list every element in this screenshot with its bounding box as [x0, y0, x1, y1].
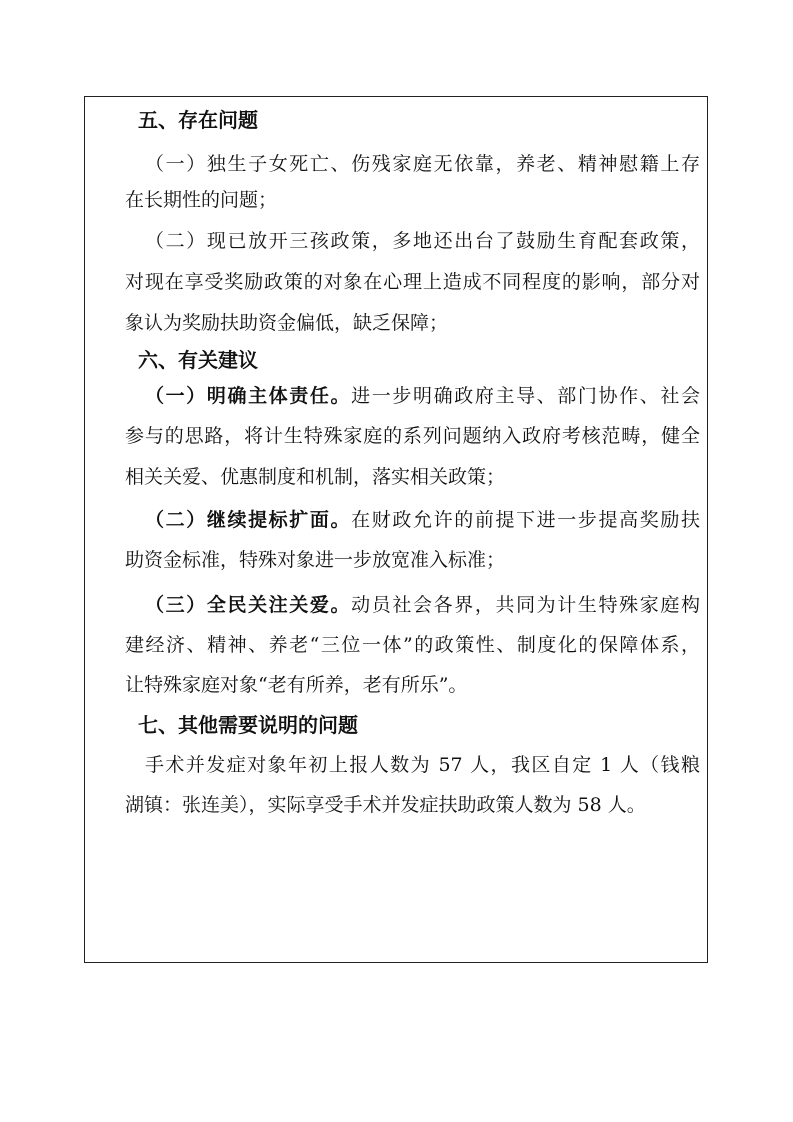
s7-line-1: 手术并发症对象年初上报人数为 57 人，我区自定 1 人（钱粮 — [145, 754, 700, 776]
section-6-heading: 六、有关建议 — [138, 348, 258, 372]
s5-p2-line-3: 象认为奖励扶助资金偏低，缺乏保障； — [125, 312, 449, 334]
s7-line-2: 湖镇：张连美），实际享受手术并发症扶助政策人数为 58 人。 — [125, 794, 646, 816]
s6-item-1-line-2: 参与的思路，将计生特殊家庭的系列问题纳入政府考核范畴，健全 — [125, 425, 700, 447]
s6-item-3-lead: （三）全民关注关爱。 — [145, 594, 352, 616]
s6-item-3-line-1 — [145, 585, 700, 625]
s6-item-2-line-1 — [145, 500, 700, 540]
s5-p1-line-1: （一）独生子女死亡、伤残家庭无依靠，养老、精神慰籍上存 — [145, 153, 700, 175]
s6-item-1-lead: （一）明确主体责任。 — [145, 385, 352, 407]
s6-item-1-line-3: 相关关爱、优惠制度和机制，落实相关政策； — [125, 466, 506, 488]
s5-p1-line-2: 在长期性的问题； — [125, 189, 278, 211]
s6-item-2-text: 在财政允许的前提下进一步提高奖励扶 — [351, 509, 700, 531]
s6-item-1-text: 进一步明确政府主导、部门协作、社会 — [351, 385, 700, 407]
section-7-heading: 七、其他需要说明的问题 — [138, 713, 358, 737]
s5-p2-line-2: 对现在享受奖励政策的对象在心理上造成不同程度的影响，部分对 — [125, 271, 700, 293]
s6-item-2-lead: （二）继续提标扩面。 — [145, 509, 352, 531]
s6-item-2-line-2: 助资金标准，特殊对象进一步放宽准入标准； — [125, 549, 506, 571]
s6-item-3-line-3: 让特殊家庭对象“老有所养，老有所乐”。 — [125, 674, 468, 696]
s6-item-3-text: 动员社会各界，共同为计生特殊家庭构 — [351, 594, 700, 616]
s5-p2-line-1: （二）现已放开三孩政策，多地还出台了鼓励生育配套政策， — [145, 230, 700, 252]
section-5-heading: 五、存在问题 — [138, 108, 258, 132]
s6-item-1-line-1 — [145, 376, 700, 416]
s6-item-3-line-2: 建经济、精神、养老“三位一体”的政策性、制度化的保障体系， — [125, 634, 700, 656]
